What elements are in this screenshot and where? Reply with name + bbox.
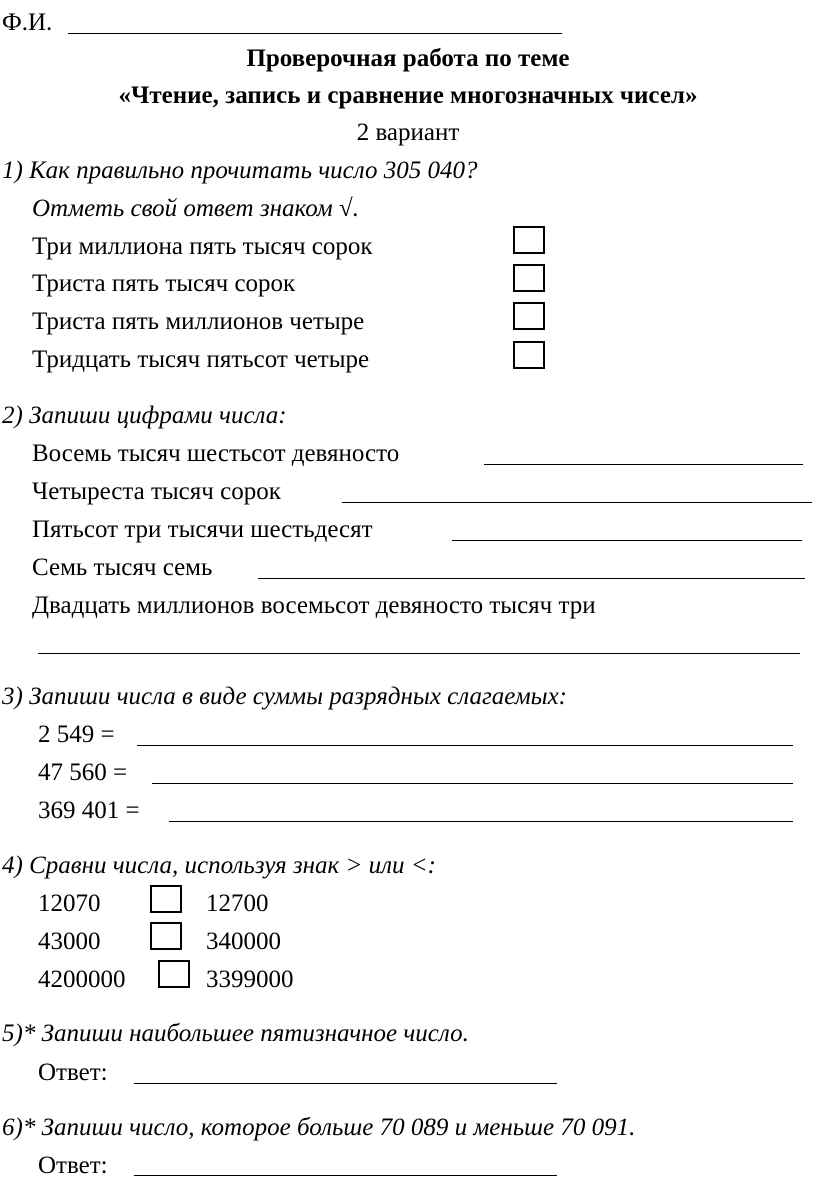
- task4-compare-box[interactable]: [150, 885, 182, 913]
- task4-left-number: 12070: [38, 890, 101, 917]
- task1-option-checkbox[interactable]: [513, 341, 545, 369]
- task4-question: 4) Сравни числа, используя знак > или <:: [2, 852, 436, 879]
- task2-answer-line[interactable]: [38, 653, 800, 654]
- task2-item-text: Семь тысяч семь: [32, 554, 213, 581]
- task1-option-text: Тридцать тысяч пятьсот четыре: [32, 346, 370, 373]
- task1-option-text: Три миллиона пять тысяч сорок: [32, 233, 373, 260]
- task1-option-checkbox[interactable]: [513, 226, 545, 254]
- task4-right-number: 3399000: [206, 966, 294, 993]
- task4-compare-box[interactable]: [158, 960, 190, 988]
- task4-right-number: 340000: [206, 928, 281, 955]
- task6-answer-line[interactable]: [134, 1175, 557, 1176]
- fio-answer-line[interactable]: [68, 33, 562, 34]
- task3-answer-line[interactable]: [152, 783, 793, 784]
- task1-question: 1) Как правильно прочитать число 305 040?: [2, 157, 478, 184]
- task2-item-text: Восемь тысяч шестьсот девяносто: [32, 440, 400, 467]
- task1-option-checkbox[interactable]: [513, 264, 545, 292]
- task3-item-text: 47 560 =: [38, 759, 128, 786]
- task3-answer-line[interactable]: [169, 821, 793, 822]
- task5-answer-line[interactable]: [134, 1083, 557, 1084]
- task3-item-text: 2 549 =: [38, 721, 115, 748]
- task2-item-text: Пятьсот три тысячи шестьдесят: [32, 516, 373, 543]
- task2-answer-line[interactable]: [342, 502, 812, 503]
- page-title: Проверочная работа по теме: [246, 45, 570, 72]
- task1-option-text: Триста пять тысяч сорок: [32, 270, 296, 297]
- task4-left-number: 4200000: [38, 966, 126, 993]
- task2-answer-line[interactable]: [258, 578, 805, 579]
- task3-answer-line[interactable]: [137, 745, 793, 746]
- task3-question: 3) Запиши числа в виде суммы разрядных слагаемых:: [2, 683, 568, 710]
- task2-item-text: Двадцать миллионов восемьсот девяносто тысяч три: [32, 592, 596, 619]
- task6-question: 6)* Запиши число, которое больше 70 089 и меньше 70 091.: [2, 1114, 636, 1141]
- task4-left-number: 43000: [38, 928, 101, 955]
- task2-item-text: Четыреста тысяч сорок: [32, 478, 281, 505]
- task3-item-text: 369 401 =: [38, 797, 140, 824]
- variant-label: 2 вариант: [356, 119, 460, 146]
- task4-right-number: 12700: [206, 890, 269, 917]
- task2-question: 2) Запиши цифрами числа:: [2, 402, 287, 429]
- task1-option-checkbox[interactable]: [513, 302, 545, 330]
- task2-answer-line[interactable]: [484, 464, 803, 465]
- page-subtitle: «Чтение, запись и сравнение многозначных чисел»: [118, 82, 698, 109]
- task5-answer-label: Ответ:: [38, 1059, 108, 1086]
- task4-compare-box[interactable]: [150, 922, 182, 950]
- task5-question: 5)* Запиши наибольшее пятизначное число.: [2, 1020, 469, 1047]
- fio-label: Ф.И.: [2, 9, 53, 36]
- task6-answer-label: Ответ:: [38, 1152, 108, 1179]
- task1-instruction: Отметь свой ответ знаком √.: [32, 195, 359, 222]
- task2-answer-line[interactable]: [452, 540, 802, 541]
- task1-option-text: Триста пять миллионов четыре: [32, 308, 365, 335]
